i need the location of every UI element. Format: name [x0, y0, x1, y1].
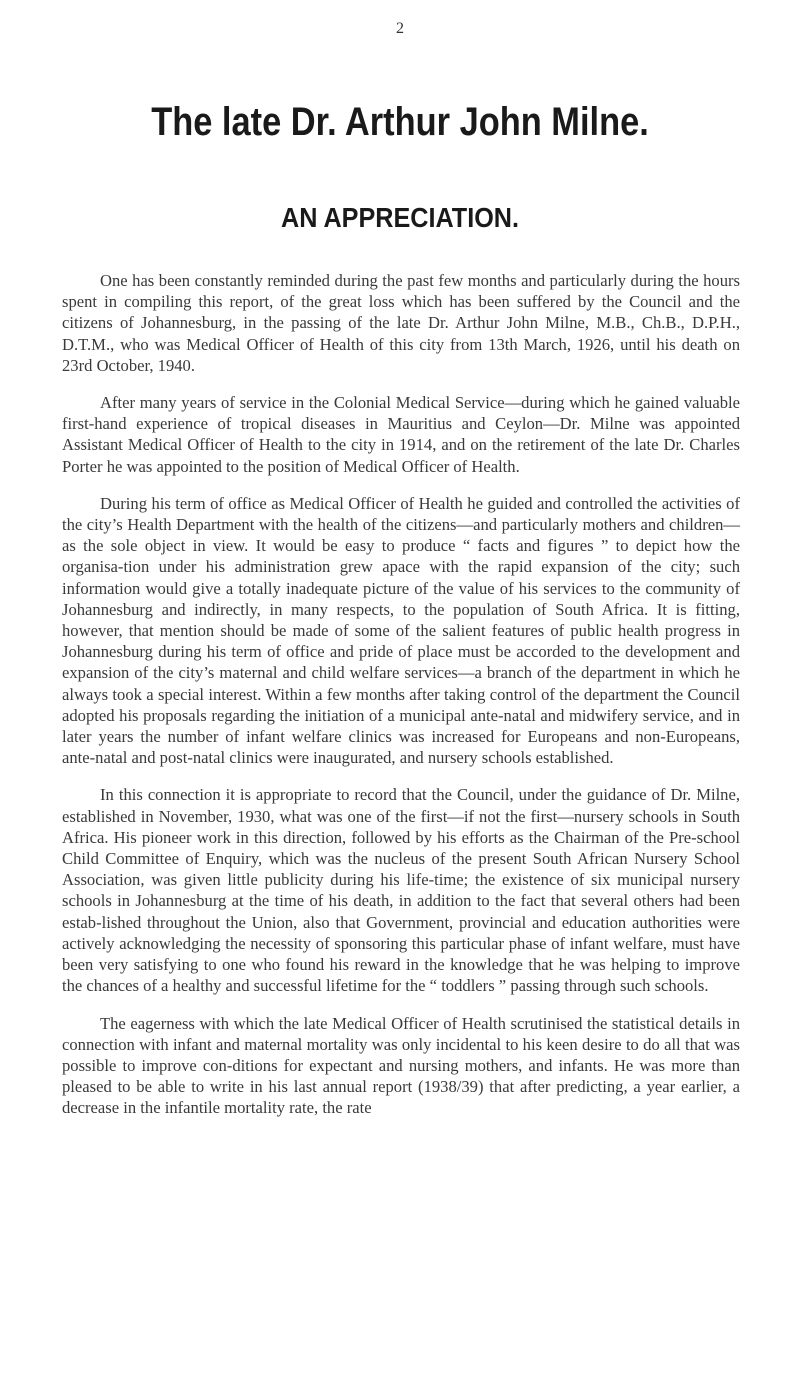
paragraph-intro: One has been constantly reminded during the past few months and particularly during the hours spent in compiling this report, of the great loss which has been suffered by the Council and the citizens of Johannesburg, in the passing of the late Dr. Arthur John Milne, M.B., Ch.B., D.P.H., D.T.M., who was Medical Officer of Health of this city from 13th March, 1926, until his death on 23rd October, 1940.: [62, 271, 740, 375]
paragraph-career: After many years of service in the Colonial Medical Service—during which he gained valuable first-hand experience of tropical diseases in Mauritius and Ceylon—Dr. Milne was appointed Assistant Medical Officer of Health to the city in 1914, and on the retirement of the late Dr. Charles Porter he was appointed to the position of Medical Officer of Health.: [62, 393, 740, 476]
paragraph-nursery-schools: In this connection it is appropriate to record that the Council, under the guidance of Dr. Milne, established in November, 1930, what was one of the first—if not the first—nursery schools in South Africa. His pioneer work in this direction, followed by his efforts as the Chairman of the Pre-school Child Committee of Enquiry, which was the nucleus of the present South African Nursery School Association, was given little publicity during his life-time; the existence of six municipal nursery schools in Johannesburg at the time of his death, in addition to the fact that several others had been estab-lished throughout the Union, also that Government, provincial and education authorities were actively acknowledging the necessity of sponsoring this particular phase of infant welfare, must have been very satisfying to one who found his reward in the knowledge that he was helping to improve the chances of a healthy and successful lifetime for the “ toddlers ” passing through such schools.: [62, 785, 740, 996]
article-body: [62, 270, 740, 1135]
page-title: The late Dr. Arthur John Milne.: [151, 100, 649, 144]
page-number: 2: [396, 20, 404, 37]
paragraph-term-of-office: During his term of office as Medical Officer of Health he guided and controlled the activities of the city’s Health Department with the health of the citizens—and particularly mothers and children—as the sole object in view. It would be easy to produce “ facts and figures ” to depict how the organisa-tion under his administration grew apace with the rapid expansion of the city; such information would give a totally inadequate picture of the value of his services to the community of Johannesburg and indirectly, in many respects, to the population of South Africa. It is fitting, however, that mention should be made of some of the salient features of public health progress in Johannesburg during his term of office and pride of place must be accorded to the development and expansion of the city’s maternal and child welfare services—a branch of the department in which he always took a special interest. Within a few months after taking control of the department the Council adopted his proposals regarding the initiation of a municipal ante-natal and midwifery service, and in later years the number of infant welfare clinics was increased for Europeans and non-Europeans, ante-natal and post-natal clinics were inaugurated, and nursery schools established.: [62, 493, 740, 768]
paragraph-mortality: The eagerness with which the late Medical Officer of Health scrutinised the statistical details in connection with infant and maternal mortality was only incidental to his keen desire to do all that was possible to improve con-ditions for expectant and nursing mothers, and infants. He was more than pleased to be able to write in his last annual report (1938/39) that after predicting, a year earlier, a decrease in the infantile mortality rate, the rate: [62, 1013, 740, 1118]
page-subtitle: AN APPRECIATION.: [280, 202, 520, 233]
